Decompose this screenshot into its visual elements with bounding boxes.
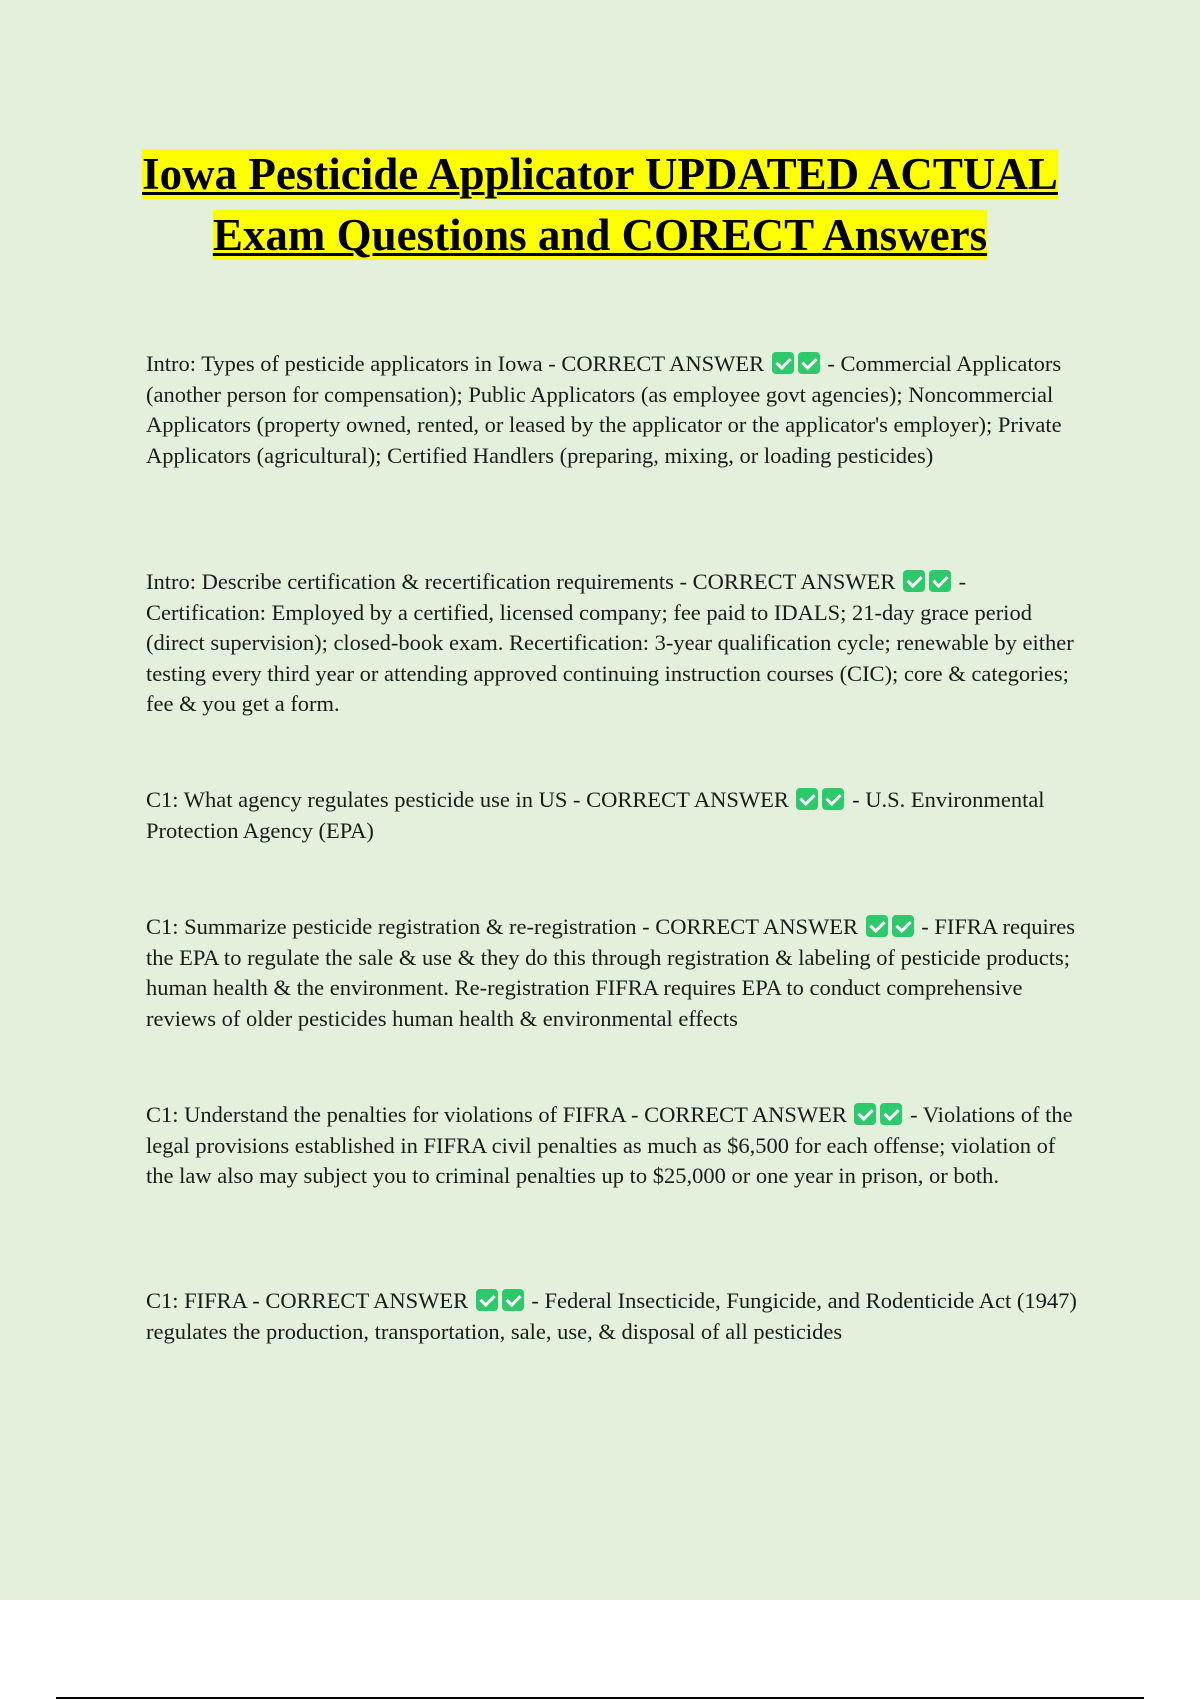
qa-item <box>146 1286 1086 1347</box>
question-text: C1: FIFRA - <box>146 1288 260 1313</box>
answer-marker: CORRECT ANSWER <box>644 1102 847 1127</box>
answer-marker: CORRECT ANSWER <box>692 569 896 594</box>
answer-marker: CORRECT ANSWER <box>561 351 765 376</box>
check-box-icon <box>796 788 818 810</box>
question-text: Intro: Types of pesticide applicators in Iowa - <box>146 351 556 376</box>
answer-text: - FIFRA requires the EPA to regulate the sale & use & they do this through registration & labeling of pesticide products; human health & the environment. Re-registration FIFRA requires EPA to conduct comprehensive reviews of older pesticides human health & environmental effects <box>146 914 1075 1031</box>
check-box-icon <box>772 352 794 374</box>
check-box-icon <box>798 352 820 374</box>
answer-marker: CORRECT ANSWER <box>265 1288 469 1313</box>
answer-text: - U.S. Environmental Protection Agency (EPA) <box>146 787 1045 843</box>
qa-item <box>146 912 1086 1034</box>
question-text: Intro: Describe certification & recertification requirements - <box>146 569 687 594</box>
check-box-icon <box>880 1103 902 1125</box>
qa-item <box>146 785 1086 846</box>
question-text: C1: Summarize pesticide registration & re-registration - <box>146 914 650 939</box>
check-box-icon <box>822 788 844 810</box>
answer-marker: CORRECT ANSWER <box>586 787 789 812</box>
document-title <box>100 144 1100 266</box>
check-box-icon <box>476 1289 498 1311</box>
check-box-icon <box>903 570 925 592</box>
check-box-icon <box>892 915 914 937</box>
check-box-icon <box>929 570 951 592</box>
question-text: C1: What agency regulates pesticide use in US - <box>146 787 581 812</box>
answer-text: - Federal Insecticide, Fungicide, and Rodenticide Act (1947) regulates the production, transportation, sale, use, & disposal of all pesticides <box>146 1288 1077 1344</box>
answer-text: - Certification: Employed by a certified, licensed company; fee paid to IDALS; 21-day grace period (direct supervision); closed-book exam. Recertification: 3-year qualification cycle; renewable by either testing every third year or attending approved continuing instruction courses (CIC); core & categories; fee & you get a form. <box>146 569 1074 716</box>
answer-text: - Violations of the legal provisions established in FIFRA civil penalties as much as $6,500 for each offense; violation of the law also may subject you to criminal penalties up to $25,000 or one year in prison, or both. <box>146 1102 1073 1188</box>
check-box-icon <box>502 1289 524 1311</box>
qa-item <box>146 1100 1086 1192</box>
check-box-icon <box>866 915 888 937</box>
footer-rule <box>56 1697 1144 1699</box>
qa-item <box>146 349 1086 471</box>
title-text: Iowa Pesticide Applicator UPDATED ACTUAL Exam Questions and CORECT Answers <box>142 149 1058 260</box>
answer-text: - Commercial Applicators (another person for compensation); Public Applicators (as employee govt agencies); Noncommercial Applicators (property owned, rented, or leased by the applicator or the applicator's employer); Private Applicators (agricultural); Certified Handlers (preparing, mixing, or loading pesticides) <box>146 351 1062 468</box>
check-box-icon <box>854 1103 876 1125</box>
answer-marker: CORRECT ANSWER <box>655 914 858 939</box>
qa-item <box>146 567 1086 720</box>
question-text: C1: Understand the penalties for violations of FIFRA - <box>146 1102 639 1127</box>
